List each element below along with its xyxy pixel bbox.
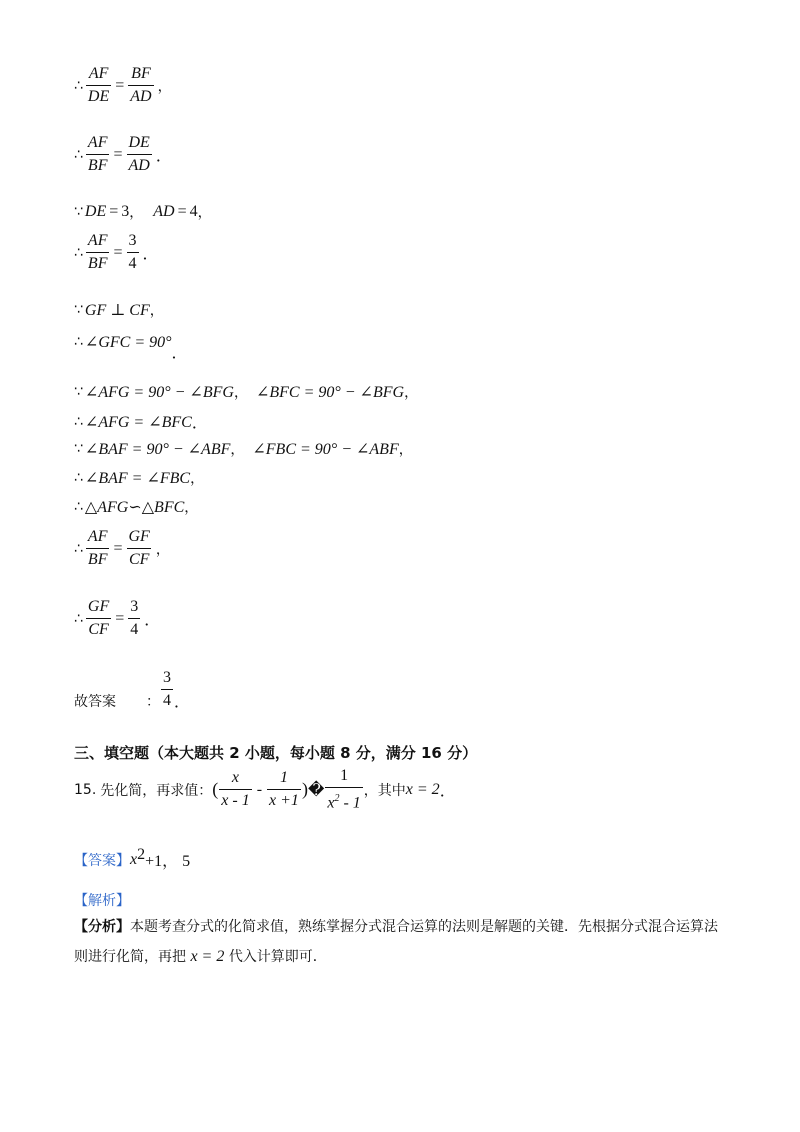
fraction — [267, 768, 301, 811]
equals-sign: = — [113, 243, 123, 261]
answer-variable: x — [130, 850, 138, 868]
because-symbol: ∵ — [74, 441, 83, 457]
numerator: x — [231, 769, 240, 787]
fraction — [325, 766, 362, 813]
denominator: CF — [86, 618, 110, 640]
step-9 — [74, 439, 413, 459]
statement: GF ⊥ CF — [84, 302, 150, 319]
therefore-symbol: ∴ — [74, 610, 83, 627]
analysis-paragraph — [74, 912, 729, 972]
numerator: AF — [87, 528, 108, 545]
fraction — [86, 597, 111, 640]
period: ． — [439, 783, 456, 801]
denominator: 4 — [128, 618, 140, 640]
therefore-symbol: ∴ — [74, 146, 83, 163]
denominator — [325, 787, 362, 813]
therefore-symbol: ∴ — [74, 413, 83, 430]
fraction — [219, 768, 251, 811]
problem-number: 15. — [74, 781, 97, 798]
fraction — [127, 133, 152, 176]
period: ． — [191, 415, 208, 432]
minus-sign: - — [256, 780, 263, 798]
numerator: AF — [87, 232, 108, 249]
comma: ， — [197, 205, 212, 221]
comma: ， — [149, 303, 164, 319]
fraction — [86, 527, 110, 570]
equals-sign: = — [109, 203, 119, 220]
equals-sign: = — [113, 539, 123, 557]
step-13 — [74, 597, 160, 640]
period: ． — [171, 345, 188, 362]
segment-name: DE — [84, 203, 107, 220]
comma: ， — [230, 442, 245, 458]
fraction — [127, 527, 152, 570]
comma: ， — [129, 205, 144, 221]
analysis-heading — [74, 890, 130, 910]
section-heading: 三、填空题（本大题共 2 小题，每小题 8 分，满分 16 分） — [74, 744, 478, 762]
comma: ， — [190, 471, 205, 487]
fraction — [127, 231, 139, 274]
therefore-symbol: ∴ — [74, 499, 83, 515]
analysis-tag: 【解析】 — [74, 893, 130, 909]
therefore-symbol: ∴ — [74, 244, 83, 261]
denominator: DE — [86, 85, 111, 107]
numerator: BF — [131, 65, 151, 82]
step-2 — [74, 133, 172, 176]
statement: ∠BFC = 90° − ∠BFG — [255, 384, 405, 401]
comma: ， — [155, 541, 170, 558]
denominator: BF — [86, 154, 110, 176]
answer-tag: 【答案】 — [74, 852, 130, 869]
analysis-subtag: 【分析】 — [74, 919, 130, 935]
comma: ， — [184, 500, 199, 516]
because-symbol: ∵ — [74, 204, 83, 220]
analysis-text: 则进行化简，再把 — [74, 949, 186, 965]
step-5 — [74, 300, 164, 320]
statement: ∠GFC = 90° — [84, 333, 172, 351]
step-1 — [74, 64, 172, 107]
numerator: AF — [88, 65, 109, 82]
denominator: x - 1 — [219, 789, 251, 811]
comma: ， — [398, 442, 413, 458]
numerator: 1 — [279, 769, 288, 787]
step-12 — [74, 527, 170, 570]
close-paren: ) — [301, 779, 308, 800]
answer-exponent: 2 — [137, 846, 146, 863]
problem-15 — [74, 766, 456, 813]
numerator: 3 — [128, 232, 137, 249]
segment-name: AD — [153, 203, 175, 220]
step-10 — [74, 468, 204, 488]
equals-sign: = — [177, 203, 187, 220]
statement: ∠BAF = ∠FBC — [84, 470, 191, 487]
numerator: GF — [87, 598, 110, 615]
answer-label: 故答案 — [74, 693, 116, 710]
denominator: AD — [128, 85, 153, 107]
comma: ， — [233, 385, 248, 401]
statement: ∠FBC = 90° − ∠ABF — [252, 441, 399, 458]
denominator: AD — [127, 154, 152, 176]
segment-value: 3 — [121, 203, 130, 220]
fraction — [128, 597, 140, 640]
fraction — [128, 64, 153, 107]
because-symbol: ∵ — [74, 384, 83, 400]
comma: ， — [157, 78, 172, 95]
denominator: 4 — [161, 689, 173, 711]
denominator-rest: - 1 — [339, 794, 361, 812]
denominator: CF — [127, 548, 151, 570]
unknown-operator: � — [307, 781, 325, 799]
equals-sign: = — [115, 76, 125, 94]
open-paren: ( — [212, 779, 219, 800]
analysis-text: 本题考查分式的化简求值，熟练掌握分式混合运算的法则是解题的关键．先根据分式混合运算法 — [130, 919, 718, 935]
exponent: 2 — [334, 793, 340, 804]
answer-rest: +1， 5 — [145, 853, 191, 870]
numerator: 1 — [340, 767, 349, 784]
answer-row — [74, 848, 190, 871]
denominator: x +1 — [267, 789, 301, 811]
answer-line — [74, 668, 190, 711]
fraction — [86, 133, 110, 176]
numerator: 3 — [130, 598, 139, 615]
comma: ， — [404, 385, 419, 401]
analysis-text: 代入计算即可． — [228, 949, 327, 965]
fraction — [86, 64, 111, 107]
denominator: BF — [86, 548, 110, 570]
problem-condition-label: ，其中 — [363, 782, 406, 799]
problem-condition: x = 2 — [405, 780, 440, 798]
analysis-expression: x = 2 — [190, 948, 225, 965]
step-7 — [74, 382, 418, 402]
numerator: DE — [128, 134, 150, 151]
equals-sign: = — [113, 145, 123, 163]
statement: ∠AFG = ∠BFC — [84, 413, 192, 431]
therefore-symbol: ∴ — [74, 470, 83, 486]
problem-text: 先化简，再求值： — [100, 782, 213, 799]
step-3 — [74, 202, 212, 222]
statement: ∠AFG = 90° − ∠BFG — [84, 384, 234, 401]
equals-sign: = — [115, 609, 125, 627]
fraction — [161, 668, 173, 711]
similar-triangles: △AFG∽△BFC — [84, 499, 185, 516]
step-6 — [74, 330, 188, 362]
denominator: BF — [86, 252, 110, 274]
denominator: 4 — [127, 252, 139, 274]
therefore-symbol: ∴ — [74, 77, 83, 94]
analysis-line-1 — [74, 912, 729, 942]
therefore-symbol: ∴ — [74, 333, 83, 350]
statement: ∠BAF = 90° − ∠ABF — [84, 441, 231, 458]
fraction — [86, 231, 110, 274]
therefore-symbol: ∴ — [74, 540, 83, 557]
numerator: AF — [87, 134, 108, 151]
because-symbol: ∵ — [74, 302, 83, 318]
period: ． — [142, 246, 159, 263]
period: ． — [174, 694, 191, 711]
colon: ： — [146, 693, 160, 710]
step-11 — [74, 497, 198, 517]
numerator: 3 — [163, 669, 171, 686]
segment-value: 4 — [189, 203, 198, 220]
step-8 — [74, 410, 208, 433]
variable: x — [327, 794, 335, 812]
analysis-line-2 — [74, 942, 729, 972]
step-4 — [74, 231, 159, 274]
period: ． — [155, 148, 172, 165]
numerator: GF — [128, 528, 150, 545]
period: ． — [144, 612, 161, 629]
